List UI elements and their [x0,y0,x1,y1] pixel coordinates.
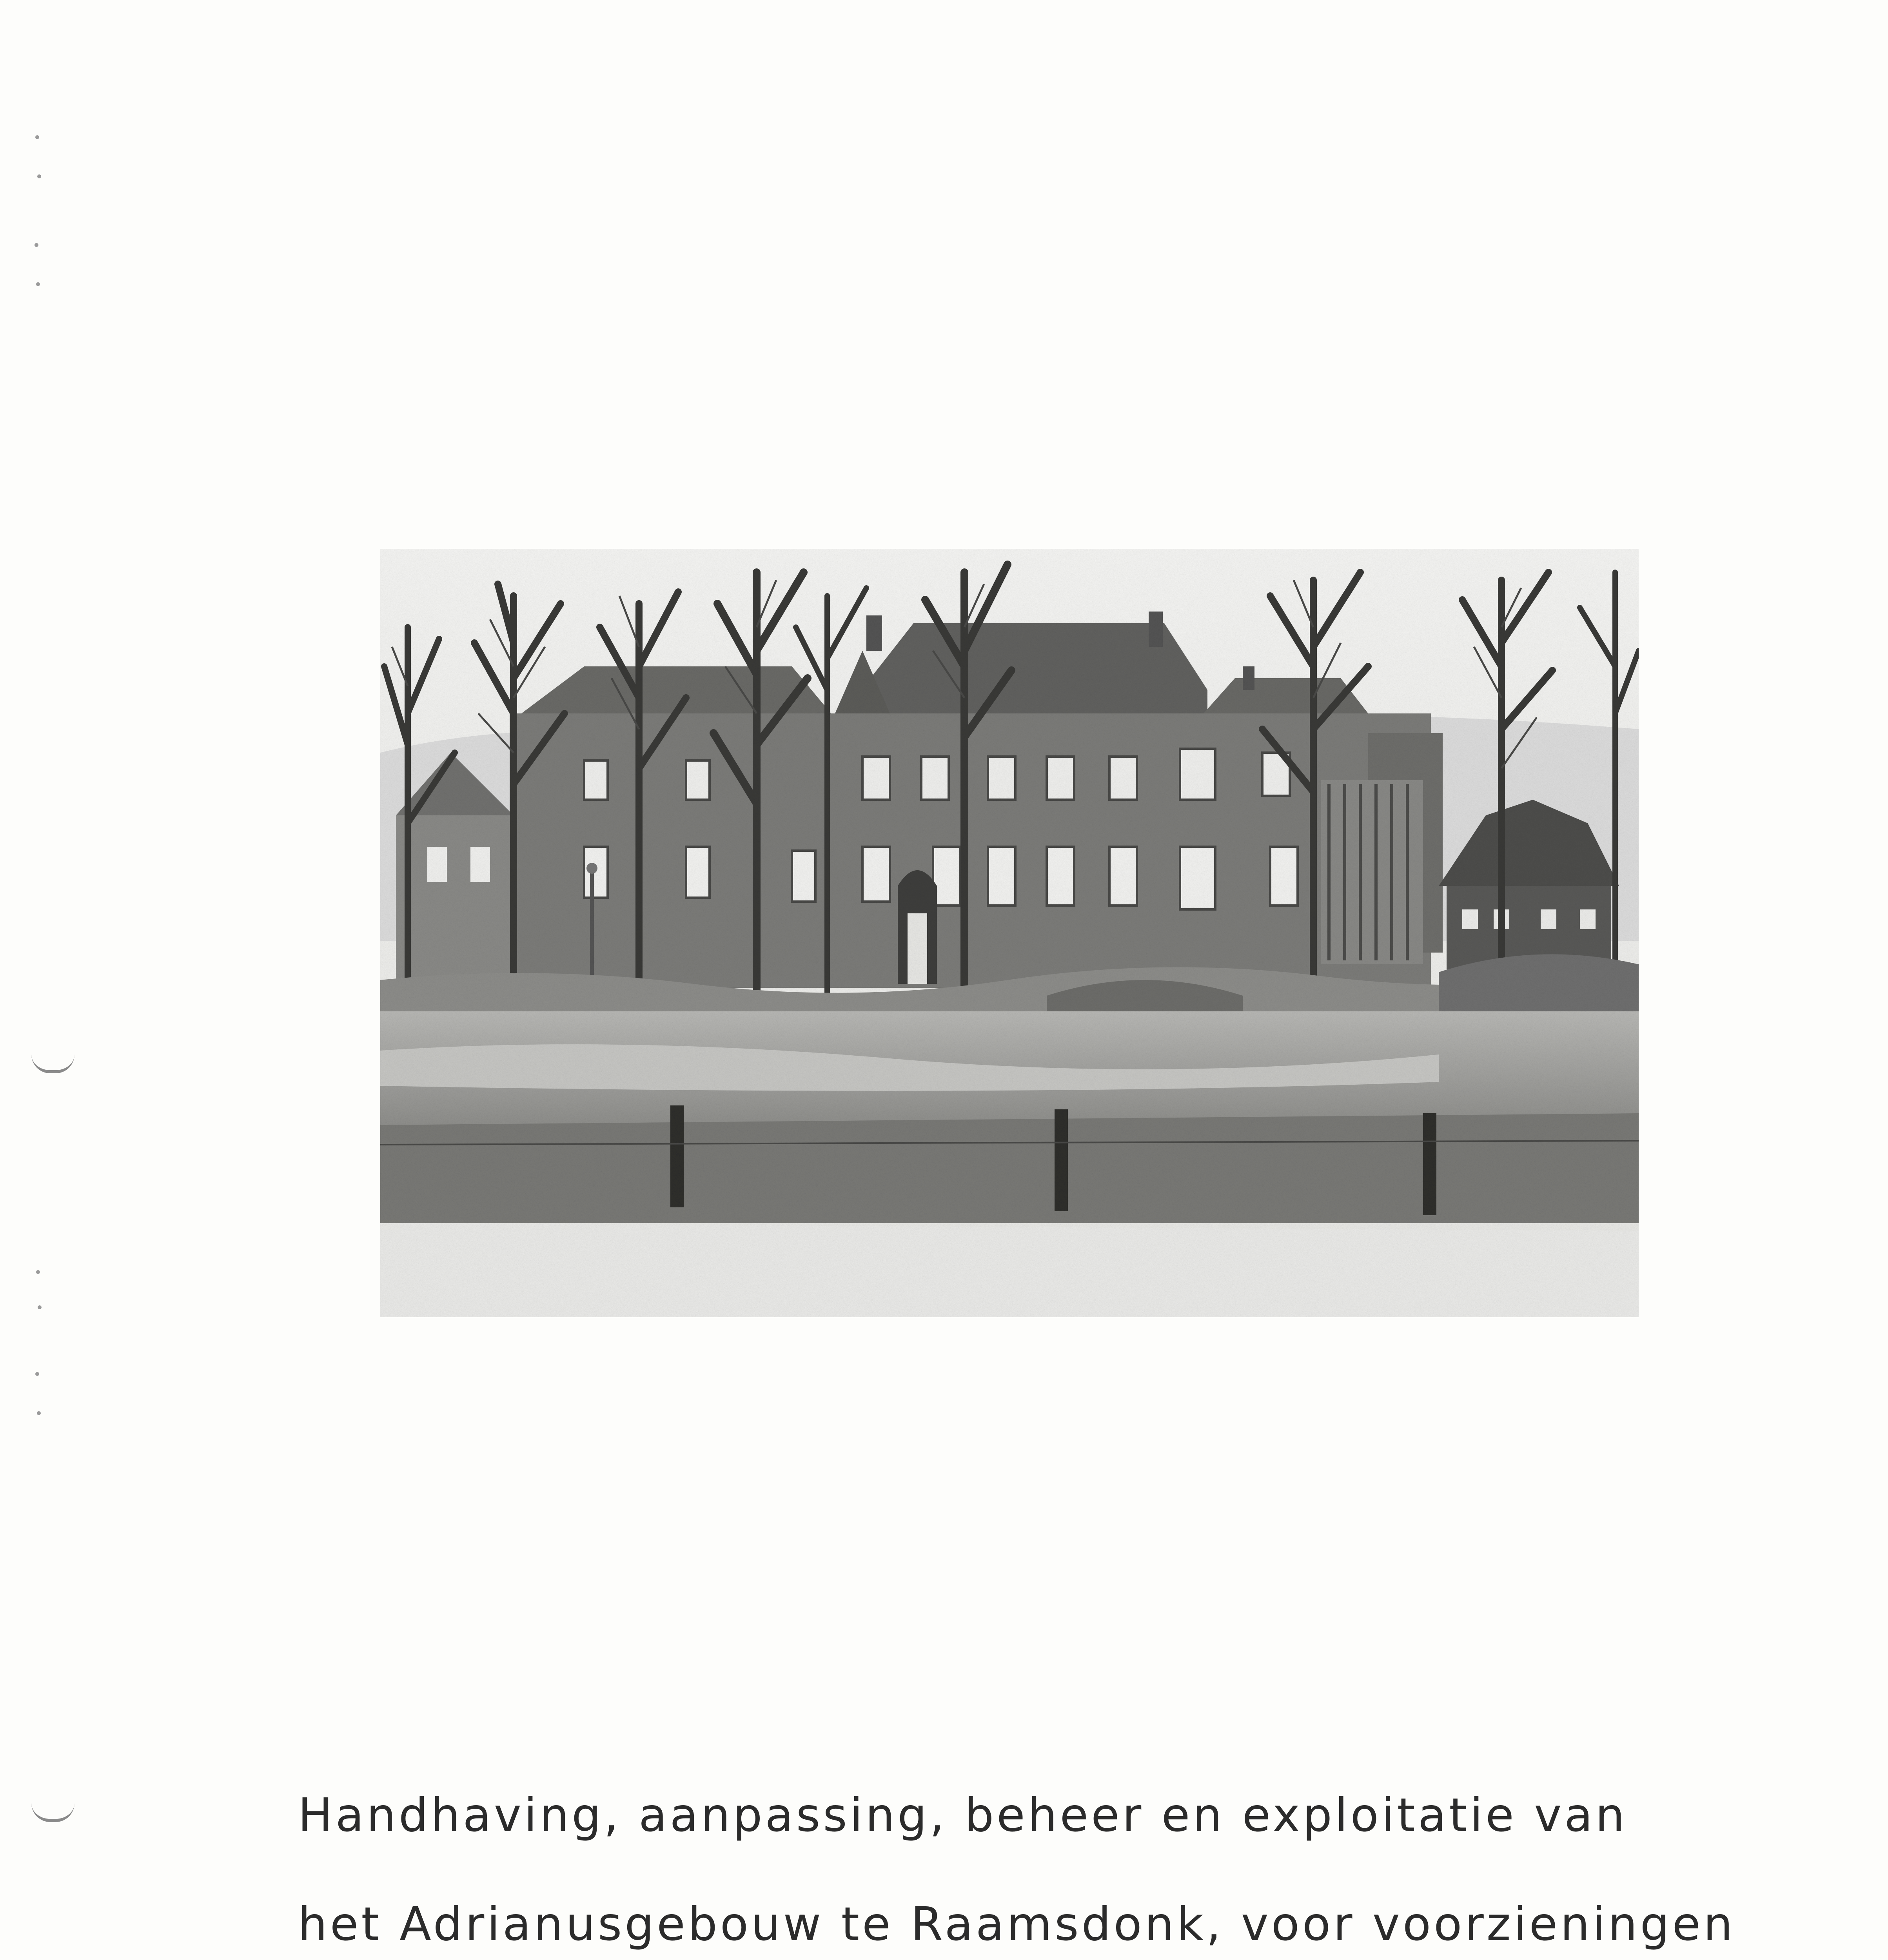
margin-speck [35,135,39,139]
margin-speck [36,282,40,286]
margin-speck [36,1270,40,1274]
margin-speck [35,1372,39,1376]
document-title [298,1788,1827,1960]
margin-speck [34,243,38,247]
title-line-2: het Adrianusgebouw te Raamsdonk, voor voorzieningen [298,1897,1736,1951]
margin-speck [38,1305,42,1309]
margin-speck [37,1411,41,1415]
punch-hole-mark [31,1803,74,1822]
margin-speck [37,174,41,178]
title-line-1: Handhaving, aanpassing, beheer en exploitatie van [298,1788,1628,1842]
punch-hole-mark [31,1054,74,1073]
building-photo [380,549,1639,1317]
